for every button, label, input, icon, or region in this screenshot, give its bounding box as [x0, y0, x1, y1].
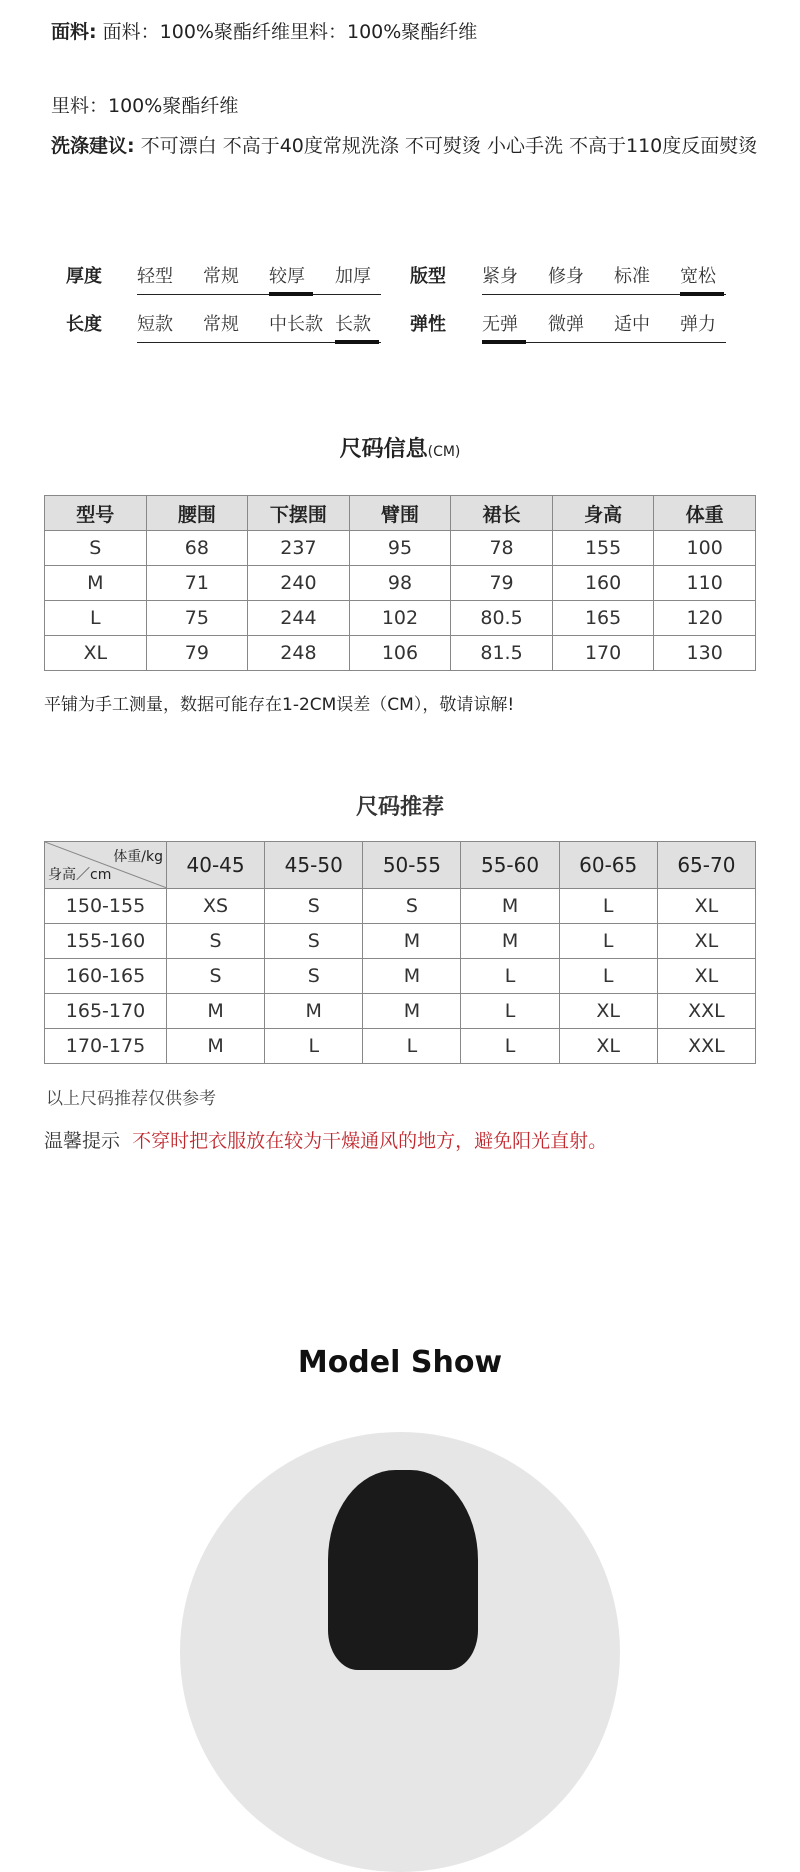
table-cell: XS [167, 889, 265, 924]
table-cell: S [167, 924, 265, 959]
table-cell: XL [657, 889, 755, 924]
attribute-option: 无弹 [482, 310, 548, 340]
table-cell: 130 [654, 636, 756, 671]
table-cell: 68 [146, 531, 248, 566]
table-cell: M [363, 994, 461, 1029]
table-cell: S [45, 531, 147, 566]
attribute-option: 短款 [137, 314, 173, 335]
table-cell: S [265, 924, 363, 959]
table-cell: S [265, 889, 363, 924]
size-info-note: 平铺为手工测量，数据可能存在1-2CM误差（CM），敬请谅解! [44, 695, 515, 715]
table-row [45, 959, 756, 994]
table-cell: L [363, 1029, 461, 1064]
column-header: 60-65 [559, 842, 657, 889]
table-cell: 71 [146, 566, 248, 601]
column-header: 65-70 [657, 842, 755, 889]
attribute-label: 厚度 [66, 266, 102, 287]
table-row [45, 601, 756, 636]
table-cell: 248 [248, 636, 350, 671]
corner-header: 体重/kg 身高／cm [45, 842, 167, 889]
table-cell: 150-155 [45, 889, 167, 924]
model-photo [180, 1432, 620, 1872]
column-header: 40-45 [167, 842, 265, 889]
table-cell: 102 [349, 601, 451, 636]
attribute-option: 加厚 [335, 266, 371, 287]
table-cell: 155 [552, 531, 654, 566]
table-cell: 79 [146, 636, 248, 671]
table-cell: L [45, 601, 147, 636]
table-cell: 78 [451, 531, 553, 566]
table-cell: L [559, 889, 657, 924]
column-header: 体重 [654, 496, 756, 531]
table-cell: XXL [657, 994, 755, 1029]
table-cell: M [167, 994, 265, 1029]
attribute-option: 常规 [203, 266, 239, 287]
table-cell: M [167, 1029, 265, 1064]
table-cell: L [461, 1029, 559, 1064]
column-header: 下摆围 [248, 496, 350, 531]
lining-line: 里料：100%聚酯纤维 [51, 95, 239, 117]
table-cell: S [265, 959, 363, 994]
table-cell: 110 [654, 566, 756, 601]
attribute-label: 弹性 [410, 314, 446, 335]
attribute-option: 轻型 [137, 266, 173, 287]
table-cell: 170-175 [45, 1029, 167, 1064]
table-row [45, 924, 756, 959]
table-cell: 106 [349, 636, 451, 671]
attribute-label: 长度 [66, 314, 102, 335]
size-rec-table [44, 841, 756, 1064]
size-rec-note: 以上尺码推荐仅供参考 [46, 1089, 216, 1109]
column-header: 50-55 [363, 842, 461, 889]
column-header: 身高 [552, 496, 654, 531]
column-header: 裙长 [451, 496, 553, 531]
table-cell: S [167, 959, 265, 994]
table-cell: 155-160 [45, 924, 167, 959]
table-cell: 100 [654, 531, 756, 566]
table-cell: 165 [552, 601, 654, 636]
table-cell: 79 [451, 566, 553, 601]
table-cell: M [461, 889, 559, 924]
material-line: 面料: 面料：100%聚酯纤维里料：100%聚酯纤维 [51, 21, 478, 43]
attribute-option: 修身 [548, 266, 584, 287]
attribute-option: 紧身 [482, 266, 518, 287]
table-cell: XL [657, 924, 755, 959]
table-cell: 237 [248, 531, 350, 566]
table-cell: L [461, 959, 559, 994]
attribute-option: 标准 [614, 266, 650, 287]
table-cell: M [45, 566, 147, 601]
table-cell: 75 [146, 601, 248, 636]
column-header: 55-60 [461, 842, 559, 889]
table-cell: XL [45, 636, 147, 671]
table-cell: M [461, 924, 559, 959]
table-cell: S [363, 889, 461, 924]
table-cell: 165-170 [45, 994, 167, 1029]
table-row [45, 566, 756, 601]
tip: 温馨提示 不穿时把衣服放在较为干燥通风的地方，避免阳光直射。 [44, 1130, 608, 1152]
table-cell: XL [657, 959, 755, 994]
table-cell: 160-165 [45, 959, 167, 994]
attribute-option: 弹力 [680, 314, 716, 335]
table-cell: 98 [349, 566, 451, 601]
table-cell: M [265, 994, 363, 1029]
table-cell: M [363, 959, 461, 994]
column-header: 臂围 [349, 496, 451, 531]
table-row [45, 994, 756, 1029]
table-cell: 170 [552, 636, 654, 671]
table-cell: 81.5 [451, 636, 553, 671]
washing-line: 洗涤建议: 不可漂白 不高于40度常规洗涤 不可熨烫 小心手洗 不高于110度反面熨烫 [51, 135, 758, 157]
size-rec-title: 尺码推荐 [355, 795, 444, 820]
table-row [45, 636, 756, 671]
attribute-options [482, 310, 726, 343]
attribute-option: 常规 [203, 314, 239, 335]
table-cell: 244 [248, 601, 350, 636]
model-show-title: Model Show [297, 1345, 503, 1380]
table-cell: L [265, 1029, 363, 1064]
table-header [45, 496, 756, 531]
table-cell: XL [559, 1029, 657, 1064]
attribute-options [137, 310, 381, 343]
table-cell: L [559, 959, 657, 994]
table-cell: 120 [654, 601, 756, 636]
table-row [45, 889, 756, 924]
model-hair [328, 1470, 478, 1670]
table-cell: 95 [349, 531, 451, 566]
table-cell: 160 [552, 566, 654, 601]
table-row [45, 531, 756, 566]
table-cell: XL [559, 994, 657, 1029]
attribute-options [482, 262, 726, 295]
table-cell: L [461, 994, 559, 1029]
attribute-option: 中长款 [269, 314, 323, 335]
attribute-option: 微弹 [548, 314, 584, 335]
table-cell: 80.5 [451, 601, 553, 636]
attribute-option: 较厚 [269, 262, 335, 292]
attribute-option: 宽松 [680, 262, 724, 292]
table-row [45, 1029, 756, 1064]
table-header [45, 842, 756, 889]
attribute-options [137, 262, 381, 295]
column-header: 45-50 [265, 842, 363, 889]
attribute-label: 版型 [410, 266, 446, 287]
table-cell: 240 [248, 566, 350, 601]
column-header: 腰围 [146, 496, 248, 531]
table-cell: M [363, 924, 461, 959]
attribute-option: 适中 [614, 314, 650, 335]
column-header: 型号 [45, 496, 147, 531]
size-info-table [44, 495, 756, 671]
attribute-option: 长款 [335, 310, 379, 340]
table-cell: XXL [657, 1029, 755, 1064]
size-info-title: 尺码信息(CM) [339, 437, 461, 462]
table-cell: L [559, 924, 657, 959]
